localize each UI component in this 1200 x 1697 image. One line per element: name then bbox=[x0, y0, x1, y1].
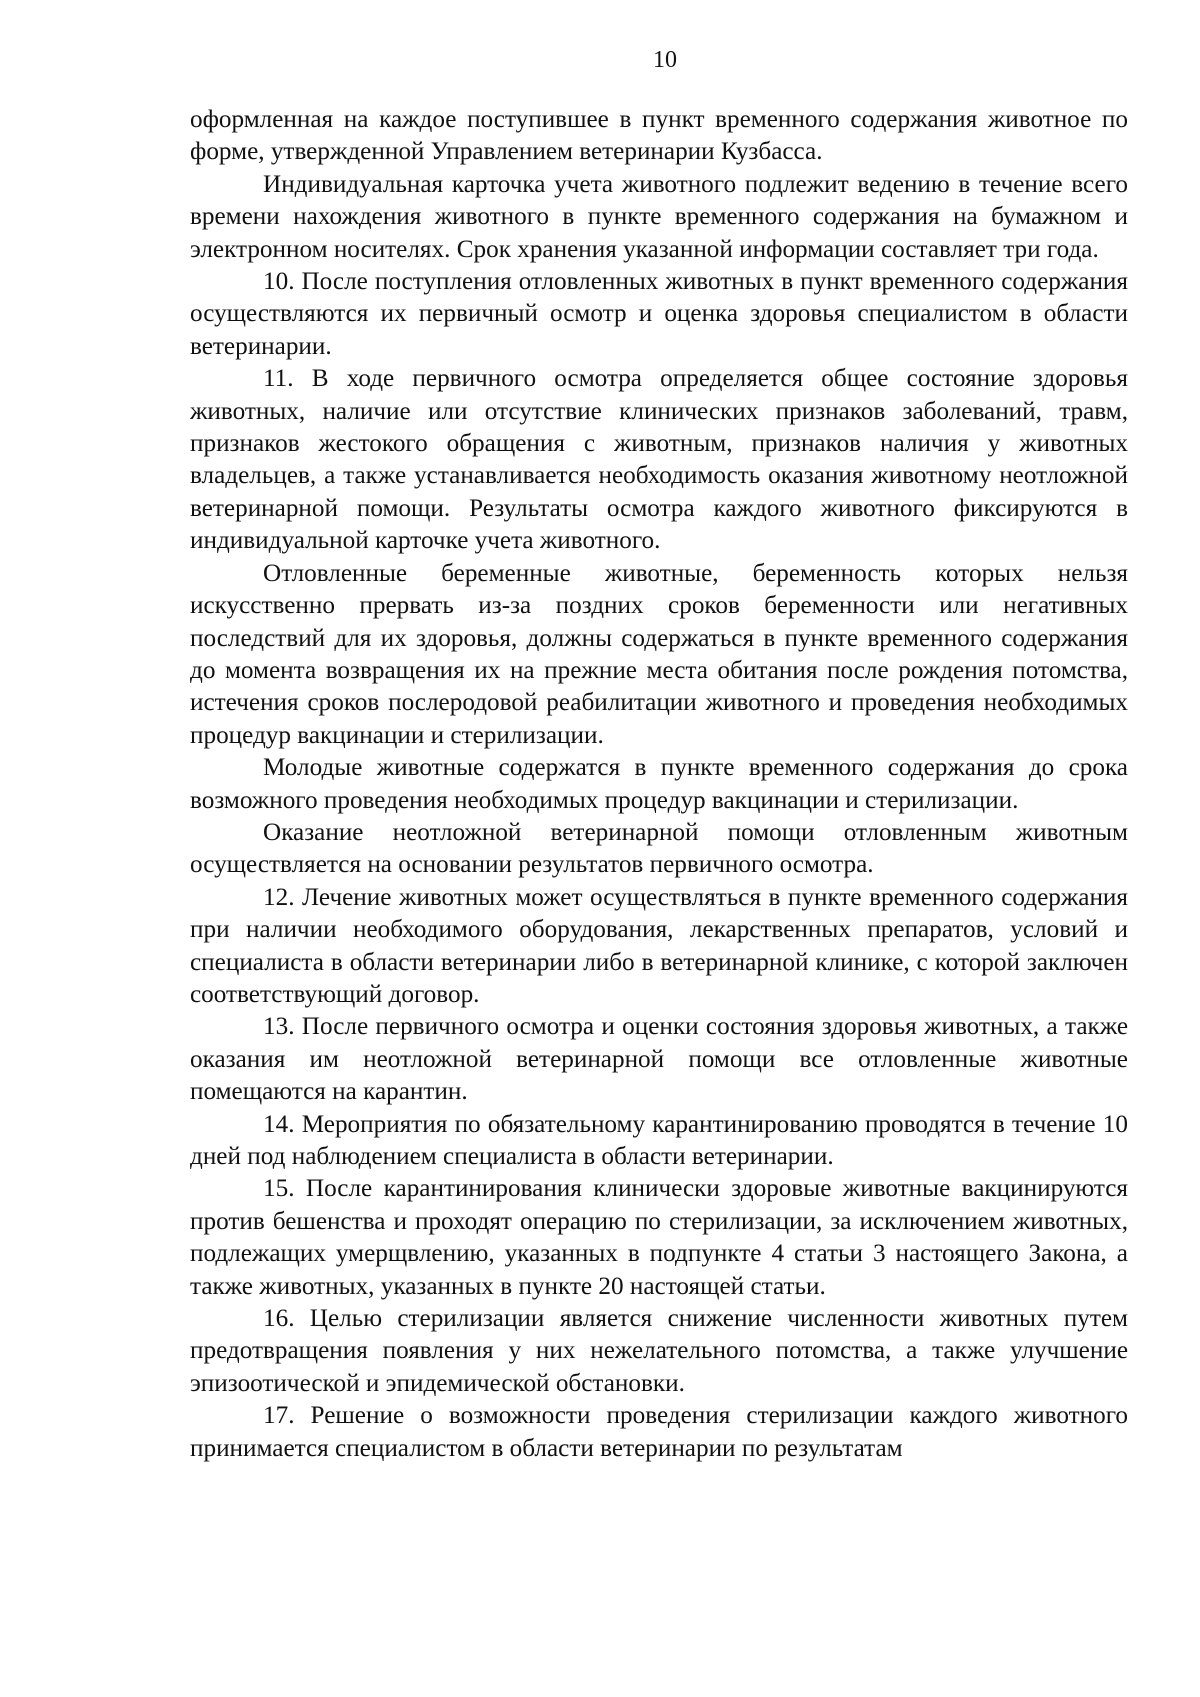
page-number: 10 bbox=[653, 47, 677, 73]
paragraph: Индивидуальная карточка учета животного подлежит ведению в течение всего времени нахождения животного в пункте временного содержания на бумажном и электронном носителях. Срок хранения указанной информации составляет три года. bbox=[190, 170, 1128, 263]
paragraph-item-16: 16. Целью стерилизации является снижение численности животных путем предотвращения появления у них нежелательного потомства, а также улучшение эпизоотической и эпидемической обстановки. bbox=[190, 1305, 1128, 1397]
paragraph-item-11: 11. В ходе первичного осмотра определяется общее состояние здоровья животных, наличие или отсутствие клинических признаков заболеваний, травм, признаков жестокого обращения с животным, признаков наличия у животных владельцев, а также устанавливается необходимость оказания животному неотложной ветеринарной помощи. Результаты осмотра каждого животного фиксируются в индивидуальной карточке учета животного. bbox=[190, 365, 1128, 555]
paragraph-item-17: 17. Решение о возможности проведения стерилизации каждого животного принимается специалистом в области ветеринарии по результатам bbox=[190, 1402, 1128, 1462]
paragraph: Оказание неотложной ветеринарной помощи отловленным животным осуществляется на основании результатов первичного осмотра. bbox=[190, 818, 1128, 879]
paragraph: Молодые животные содержатся в пункте временного содержания до срока возможного проведения необходимых процедур вакцинации и стерилизации. bbox=[190, 754, 1128, 814]
paragraph: Отловленные беременные животные, беременность которых нельзя искусственно прервать из-за поздних сроков беременности или негативных последствий для их здоровья, должны содержаться в пункте временного содержания до момента возвращения их на прежние места обитания после рождения потомства, истечения сроков послеродовой реабилитации животного и проведения необходимых процедур вакцинации и стерилизации. bbox=[190, 559, 1128, 749]
paragraph-item-14: 14. Мероприятия по обязательному карантинированию проводятся в течение 10 дней под наблюдением специалиста в области ветеринарии. bbox=[190, 1110, 1128, 1170]
paragraph-item-10: 10. После поступления отловленных животных в пункт временного содержания осуществляются их первичный осмотр и оценка здоровья специалистом в области ветеринарии. bbox=[190, 268, 1128, 360]
paragraph-item-12: 12. Лечение животных может осуществляться в пункте временного содержания при наличии необходимого оборудования, лекарственных препаратов, условий и специалиста в области ветеринарии либо в ветеринарной клинике, с которой заключен соответствующий договор. bbox=[190, 883, 1128, 1008]
paragraph-item-15: 15. После карантинирования клинически здоровые животные вакцинируются против бешенства и проходят операцию по стерилизации, за исключением животных, подлежащих умерщвлению, указанных в подпункте 4 статьи 3 настоящего Закона, а также животных, указанных в пункте 20 настоящей статьи. bbox=[190, 1175, 1128, 1300]
paragraph: оформленная на каждое поступившее в пункт временного содержания животное по форме, утвержденной Управлением ветеринарии Кузбасса. bbox=[190, 106, 1128, 166]
document-body bbox=[190, 104, 1128, 1465]
paragraph-item-13: 13. После первичного осмотра и оценки состояния здоровья животных, а также оказания им неотложной ветеринарной помощи все отловленные животные помещаются на карантин. bbox=[190, 1013, 1128, 1106]
